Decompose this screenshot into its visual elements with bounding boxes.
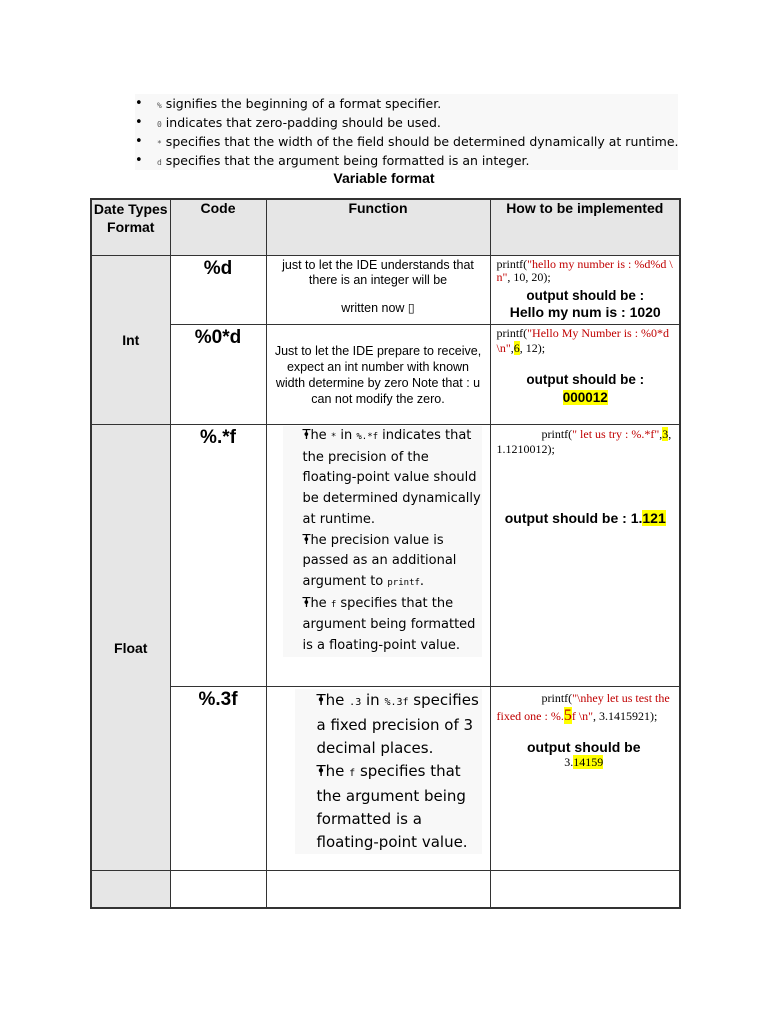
function-bullet: • The * in %.*f indicates that the precision of the floating-point value should be determined dynamically at runtime. — [283, 426, 482, 531]
output-label: output should be : — [526, 288, 645, 303]
table-row — [91, 256, 680, 325]
function-bullet: • The precision value is passed as an additional argument to printf. — [283, 531, 482, 594]
empty-cell — [490, 871, 680, 908]
function-bullet: • The .3 in %.3f specifies a fixed precision of 3 decimal places. — [295, 689, 482, 760]
function-bullets — [283, 426, 482, 657]
output-value-wrap — [497, 389, 675, 407]
output-label: output should be : 1. — [504, 510, 643, 526]
impl-code: printf(" let us try : %.*f",3, 1.1210012); — [496, 427, 672, 456]
bullet-code: 0 — [157, 120, 162, 129]
bullet-text: specifies that the argument being formatted is an integer. — [161, 153, 530, 168]
empty-cell — [91, 871, 170, 908]
output-value: Hello my num is : 1020 — [509, 304, 661, 320]
header-types: Date Types Format — [91, 199, 170, 256]
impl-code: printf("hello my number is : %d%d \ n", 10, 20); — [496, 257, 673, 284]
bullet-text: signifies the beginning of a format specifier. — [161, 96, 442, 111]
function-cell — [266, 687, 490, 871]
format-specifier-bullets — [135, 94, 678, 170]
output-line: 3.14159 — [564, 755, 604, 769]
code-cell: %.3f — [170, 687, 266, 871]
bullet-code: d — [157, 158, 162, 167]
bullet-text: specifies that the width of the field should be determined dynamically at runtime. — [161, 134, 679, 149]
bullet-item — [135, 94, 678, 113]
bullet-item — [135, 132, 678, 151]
impl-cell — [490, 687, 680, 871]
output-line — [497, 510, 675, 526]
impl-cell — [490, 425, 680, 687]
int-label: Int — [91, 256, 170, 425]
impl-cell — [490, 325, 680, 425]
function-text: just to let the IDE understands that there is an integer will be — [282, 258, 474, 287]
code-cell: %d — [170, 256, 266, 325]
bullet-item — [135, 113, 678, 132]
empty-cell — [170, 871, 266, 908]
table-header-row — [91, 199, 680, 256]
function-cell — [266, 256, 490, 325]
table-caption: Variable format — [333, 170, 435, 186]
impl-code: printf("\nhey let us test the fixed one : %.5f \n", 3.1415921); — [496, 691, 670, 724]
function-bullet: • The f specifies that the argument being formatted is a floating-point value. — [283, 594, 482, 657]
output-value: 14159 — [573, 755, 604, 769]
function-bullets — [295, 689, 482, 854]
empty-cell — [266, 871, 490, 908]
table-row — [91, 425, 680, 687]
bullet-code: * — [157, 139, 162, 148]
header-function: Function — [266, 199, 490, 256]
output-label: output should be : — [526, 372, 645, 387]
output-value: 000012 — [562, 390, 608, 405]
table-row — [91, 325, 680, 425]
float-label: Float — [91, 425, 170, 871]
code-cell: %.*f — [170, 425, 266, 687]
variable-format-table — [90, 198, 681, 909]
header-impl: How to be implemented — [490, 199, 680, 256]
impl-cell — [490, 256, 680, 325]
output-value: 121 — [642, 510, 666, 526]
function-bullet: • The f specifies that the argument being formatted is a floating-point value. — [295, 760, 482, 854]
bullet-item — [135, 151, 678, 170]
function-text: written now ▯ — [341, 301, 415, 315]
impl-code: printf("Hello My Number is : %0*d \n",6, 12); — [496, 326, 670, 355]
table-row — [91, 687, 680, 871]
bullet-code: % — [157, 101, 162, 110]
output-label: output should be — [526, 739, 641, 755]
code-cell: %0*d — [170, 325, 266, 425]
header-code: Code — [170, 199, 266, 256]
bullet-text: indicates that zero-padding should be used. — [161, 115, 441, 130]
empty-row — [91, 871, 680, 908]
function-cell: Just to let the IDE prepare to receive, expect an int number with known width determine by zero Note that : u can not modify the zero. — [266, 325, 490, 425]
function-cell — [266, 425, 490, 687]
